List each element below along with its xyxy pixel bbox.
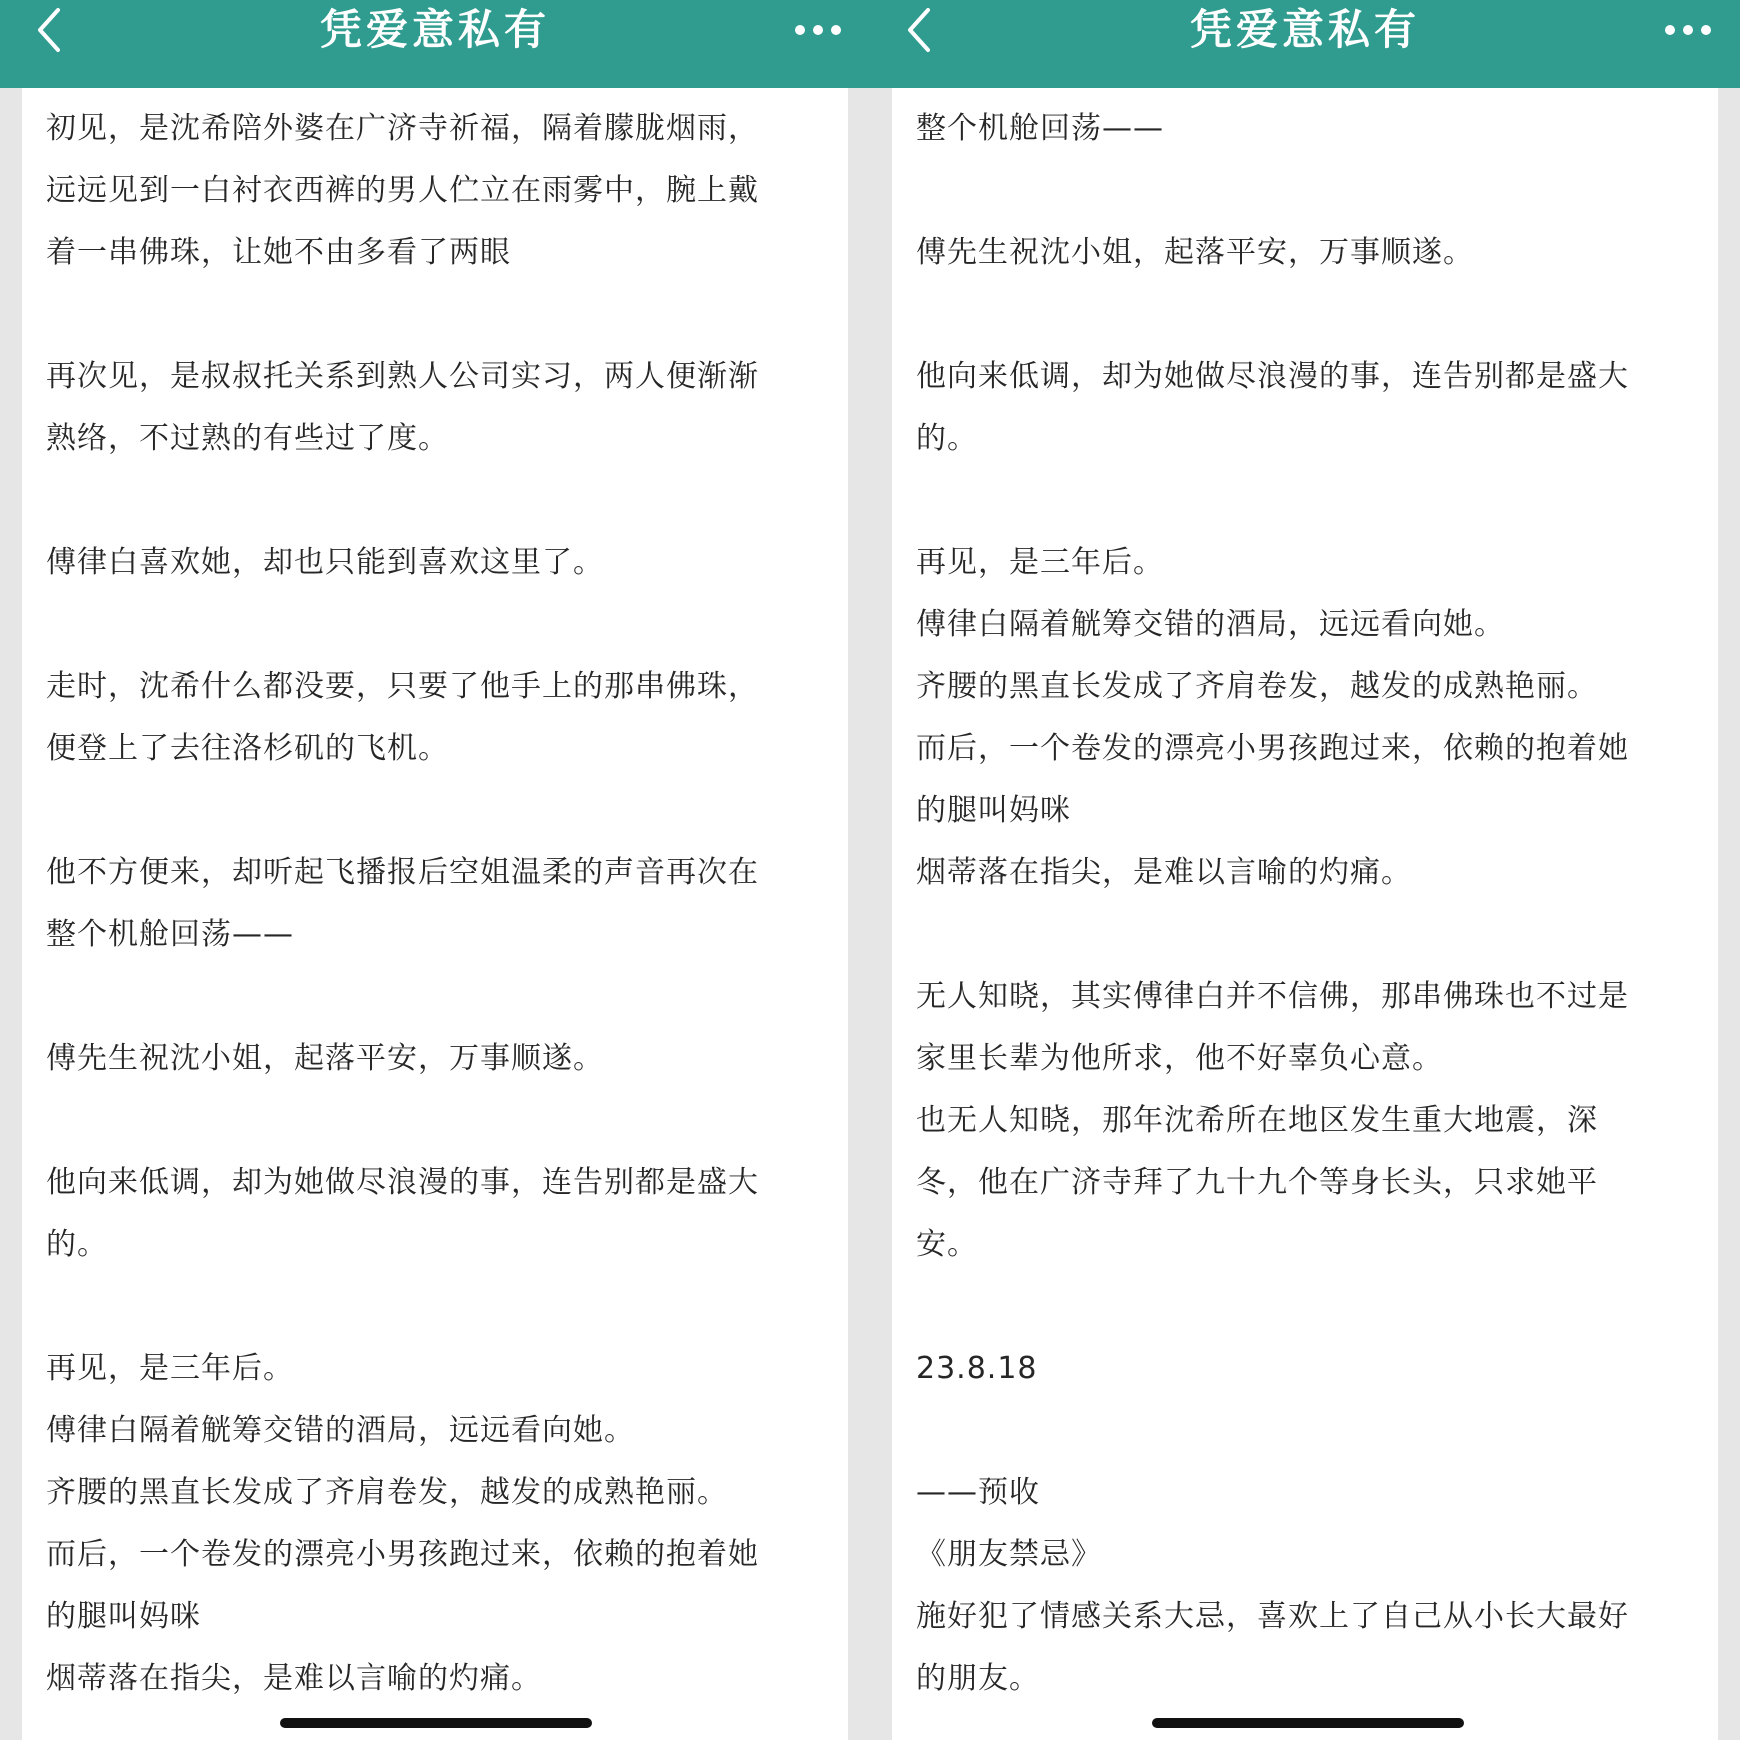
nav-header <box>0 0 870 88</box>
text-line: 无人知晓，其实傅律白并不信佛，那串佛珠也不过是 <box>916 979 1629 1014</box>
more-options-button[interactable] <box>788 10 848 50</box>
text-line: 也无人知晓，那年沈希所在地区发生重大地震，深 <box>916 1103 1598 1138</box>
text-line: 的。 <box>916 421 978 456</box>
paragraph-gap <box>916 160 1694 222</box>
text-line: 安。 <box>916 1227 978 1262</box>
text-line: 他向来低调，却为她做尽浪漫的事，连告别都是盛大 <box>46 1165 759 1200</box>
text-line: ——预收 <box>916 1475 1040 1510</box>
more-dots-icon <box>788 10 848 50</box>
text-line: 烟蒂落在指尖，是难以言喻的灼痛。 <box>916 855 1412 890</box>
text-line: 熟络，不过熟的有些过了度。 <box>46 421 449 456</box>
text-line: 他不方便来，却听起飞播报后空姐温柔的声音再次在 <box>46 855 759 890</box>
phone-screen-right <box>870 0 1740 1740</box>
article-text <box>22 88 848 1710</box>
text-line: 傅律白喜欢她，却也只能到喜欢这里了。 <box>46 545 604 580</box>
paragraph-gap <box>46 470 824 532</box>
text-line: 齐腰的黑直长发成了齐肩卷发，越发的成熟艳丽。 <box>916 669 1598 704</box>
text-line: 的。 <box>46 1227 108 1262</box>
text-line: 23.8.18 <box>916 1351 1038 1386</box>
text-line: 再次见，是叔叔托关系到熟人公司实习，两人便渐渐 <box>46 359 759 394</box>
text-line: 便登上了去往洛杉矶的飞机。 <box>46 731 449 766</box>
more-dots-icon <box>1658 10 1718 50</box>
paragraph-gap <box>916 904 1694 966</box>
text-line: 傅先生祝沈小姐，起落平安，万事顺遂。 <box>46 1041 604 1076</box>
text-line: 整个机舱回荡—— <box>46 917 294 952</box>
text-line: 再见，是三年后。 <box>916 545 1164 580</box>
text-line: 着一串佛珠，让她不由多看了两眼 <box>46 235 511 270</box>
page-title: 凭爱意私有 <box>319 5 550 54</box>
paragraph-gap <box>916 1400 1694 1462</box>
paragraph-gap <box>916 470 1694 532</box>
text-line: 远远见到一白衬衣西裤的男人伫立在雨雾中，腕上戴 <box>46 173 759 208</box>
text-line: 而后，一个卷发的漂亮小男孩跑过来，依赖的抱着她 <box>46 1537 759 1572</box>
text-line: 《朋友禁忌》 <box>916 1537 1102 1572</box>
text-line: 整个机舱回荡—— <box>916 111 1164 146</box>
paragraph-gap <box>46 1090 824 1152</box>
text-line: 傅律白隔着觥筹交错的酒局，远远看向她。 <box>46 1413 635 1448</box>
paragraph-gap <box>46 284 824 346</box>
article-text <box>892 88 1718 1710</box>
text-line: 的腿叫妈咪 <box>916 793 1071 828</box>
text-line: 傅律白隔着觥筹交错的酒局，远远看向她。 <box>916 607 1505 642</box>
paragraph-gap <box>46 1276 824 1338</box>
paragraph-gap <box>46 594 824 656</box>
text-line: 而后，一个卷发的漂亮小男孩跑过来，依赖的抱着她 <box>916 731 1629 766</box>
text-line: 傅先生祝沈小姐，起落平安，万事顺遂。 <box>916 235 1474 270</box>
reading-page <box>892 88 1718 1740</box>
text-line: 走时，沈希什么都没要，只要了他手上的那串佛珠， <box>46 669 759 704</box>
paragraph-gap <box>916 284 1694 346</box>
paragraph-gap <box>46 966 824 1028</box>
more-options-button[interactable] <box>1658 10 1718 50</box>
text-line: 齐腰的黑直长发成了齐肩卷发，越发的成熟艳丽。 <box>46 1475 728 1510</box>
home-indicator <box>1152 1718 1464 1728</box>
reading-page <box>22 88 848 1740</box>
home-indicator <box>280 1718 592 1728</box>
paragraph-gap <box>46 780 824 842</box>
text-line: 烟蒂落在指尖，是难以言喻的灼痛。 <box>46 1661 542 1696</box>
text-line: 的朋友。 <box>916 1661 1040 1696</box>
text-line: 再见，是三年后。 <box>46 1351 294 1386</box>
text-line: 冬，他在广济寺拜了九十九个等身长头，只求她平 <box>916 1165 1598 1200</box>
text-line: 他向来低调，却为她做尽浪漫的事，连告别都是盛大 <box>916 359 1629 394</box>
text-line: 施好犯了情感关系大忌，喜欢上了自己从小长大最好 <box>916 1599 1629 1634</box>
text-line: 家里长辈为他所求，他不好辜负心意。 <box>916 1041 1443 1076</box>
text-line: 初见，是沈希陪外婆在广济寺祈福，隔着朦胧烟雨， <box>46 111 759 146</box>
page-title: 凭爱意私有 <box>1189 5 1420 54</box>
text-line: 的腿叫妈咪 <box>46 1599 201 1634</box>
nav-header <box>870 0 1740 88</box>
paragraph-gap <box>916 1276 1694 1338</box>
